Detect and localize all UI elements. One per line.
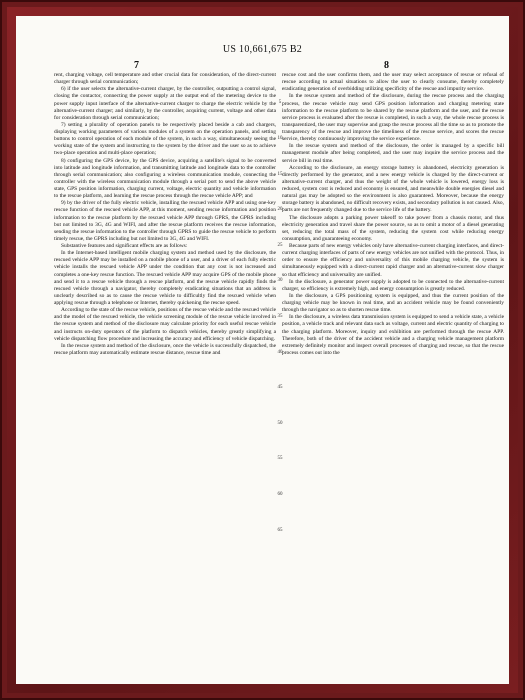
line-number: 60: [277, 492, 283, 498]
line-number: 55: [277, 456, 283, 462]
patent-number: US 10,661,675 B2: [222, 44, 303, 55]
paragraph: rent, charging voltage, cell temperature and other crucial data for consideration, of the direct-current charger through serial communication;: [54, 72, 276, 86]
line-number: 35: [277, 314, 283, 320]
line-number: 65: [277, 527, 283, 533]
paragraph: rescue cost and the user confirms them, and the user may select acceptance of rescue or refusal of rescue according to actual situations to allow the user to clearly consume, thereby completely eradicating generation of overbidding utilizing specificity of the rescue and impurity service.: [282, 72, 504, 93]
paragraph: According to the state of the rescue vehicle, positions of the rescue vehicle and the rescued vehicle and the model of the rescued vehicle, the vehicle screening module of the rescue vehicle involved in the rescue system and method of the disclosure may calculate priority for each useful rescue vehicle and instructs on-duty operators of the platform to dispatch vehicles, thereby greatly simplifying a vehicle dispatching flow procedure and increasing the accuracy and efficiency of vehicle dispatching.: [54, 307, 276, 342]
line-number: 50: [277, 420, 283, 426]
paragraph: In the Internet-based intelligent mobile charging system and method used by the disclosure, the rescued vehicle APP may be installed on a mobile phone of a user, and a driver of each fully electric vehicle installs the rescued vehicle APP under the condition that any cost is not increased and completes a one-key rescue function. The rescued vehicle APP may acquire GPS of the mobile phone and send it to a rescue vehicle through a rescue platform, and the rescue vehicle rapidly finds the rescued vehicle through a navigator, thereby completely eradicating situations that an address is unclearly described so as to cause the rescue vehicle to difficultly find the rescued vehicle when applying rescue through a telephone or Internet, thereby quickening the rescue speed.: [54, 250, 276, 306]
line-number: 45: [277, 385, 283, 391]
paragraph: In the rescue system and method of the disclosure, the order is managed by a specific bill management module after being completed, and the user may inquire the service process and the service bill in real time.: [282, 143, 504, 164]
line-number: 10: [277, 136, 283, 142]
left-text-column: [54, 72, 276, 357]
paragraph: 7) setting a plurality of operation panels to be respectively placed beside a cab and chargers, displaying working parameters of various modules of a system on the operation panels, and setting buttons to control operation of each module of the system, in such a way, simultaneously seeing the working state of the system and instructing to the system by the driver and the user so as to achieve two-place operation and multi-place operation;: [54, 121, 276, 157]
paragraph: The disclosure adopts a parking power takeoff to take power from a chassis motor, and thus electricity generation and travel share the power source, so as to omit a motor of a diesel generating set, reducing the total mass of the system, reducing the system cost while reducing energy consumption, and guaranteeing economy.: [282, 214, 504, 242]
paragraph: 8) configuring the GPS device, by the GPS device, acquiring a satellite's signal to be converted into latitude and longitude information, and transmitting latitude and longitude data to the controller through serial communication; also configuring a wireless communication module, connecting the controller with the wireless communication module through a serial port to send the above vehicle state, GPS position information, charging current, voltage, electric quantity and vehicle information to the rescue platform, and learning the rescue process through the rescue vehicle APP; and: [54, 157, 276, 200]
line-number: 30: [277, 278, 283, 284]
paragraph: Because parts of new energy vehicles only have alternative-current charging interfaces, and direct-current charging interfaces of parts of new energy vehicles are not unified with the protocol. Thus, in order to ensure the efficiency and universality of this mobile charging vehicle, the system is simultaneously equipped with a direct-current rapid charger and an alternative-current slow charger so that efficiency and universality are unified.: [282, 243, 504, 278]
patent-page: [16, 16, 509, 684]
paragraph: In the disclosure, a GPS positioning system is equipped, and thus the current position of the charging vehicle may be known in real time, and an accident vehicle may be found conveniently through the navigator so as to shorten rescue time.: [282, 292, 504, 314]
paragraph: In the rescue system and method of the disclosure, during the rescue process and the charging process, the rescue vehicle may send GPS position information and charging metering state information to the rescue platform to be shared by the rescue platform and the user, and the rescue service process is evaluated after the rescue is completed, in such a way, the whole rescue process is transparentized, the user may supervise and grasp the rescue process all the time so as to promote the transparency of the rescue and improve the timeliness of the rescue service, and scores the rescue service, thereby continuously improving the service experience.: [282, 93, 504, 143]
paragraph: In the rescue system and method of the disclosure, once the vehicle is successfully dispatched, the rescue platform may automatically estimate rescue distance, rescue time and: [54, 342, 276, 356]
paragraph: 6) if the user selects the alternative-current charger, by the controller, outputting a control signal, closing the contactor, connecting the power supply at the output end of the metering device to the power supply input interface of the alternative-current charger to charge the electric vehicle by the alternative-current charger; and similarly, by the controller, acquiring current, voltage and other data for consideration through serial communication;: [54, 86, 276, 121]
line-number: 25: [277, 242, 283, 248]
left-column-number: 7: [134, 60, 139, 71]
paragraph: Substantive features and significant effects are as follows:: [61, 243, 188, 249]
paragraph: 9) by the driver of the fully electric vehicle, installing the rescued vehicle APP and using one-key rescue function of the rescued vehicle APP, at this moment, sending rescue information and position information to the rescue platform by the rescued vehicle APP through GPRS, the GPRS including but not limited to 3G, 4G and WIFI, and after the rescue platform receives the rescue information, sending the rescue information to the controller through GPRS to guide the rescue vehicle to perform timely rescue, the GPRS including but not limited to 3G, 4G and WIFI.: [54, 200, 276, 242]
right-column-number: 8: [384, 60, 389, 71]
paragraph: In the disclosure, a wireless data transmission system is equipped to send a vehicle state, a vehicle position, a vehicle track and relevant data such as voltage, current and electric quantity of charging to the charging platform. Moreover, inquiry and exhibition are performed through the rescue APP. Therefore, both of the driver of the accident vehicle and a charging vehicle management platform extremely definitely monitor and inspect overall processes of charging and rescue, so that the rescue process comes out into the: [282, 314, 504, 356]
paragraph: According to the disclosure, an energy storage battery is abandoned, electricity generation is directly performed by the generator, and a new energy vehicle is charged by the direct-current or alternative-current charger, and thus the weight of the whole vehicle is lowered, energy loss is reduced, system cost is reduced and economy is ensured, and meanwhile double energies diesel and natural gas may be adopted so the environment is also guaranteed. Moreover, because the energy storage battery is abandoned, no difficult recovery exists, and secondary pollution is not caused. Also, parts are not frequently changed due to the service life of the battery.: [282, 164, 504, 214]
line-number: 20: [277, 207, 283, 213]
line-number: 40: [277, 349, 283, 355]
paragraph: In the disclosure, a generator power supply is adopted to be connected to the alternative-current charger, so efficiency is extremely high, and energy consumption is greatly reduced.: [282, 278, 504, 292]
line-number: 5: [278, 100, 282, 106]
right-text-column: [282, 72, 504, 357]
line-number: 15: [277, 171, 283, 177]
